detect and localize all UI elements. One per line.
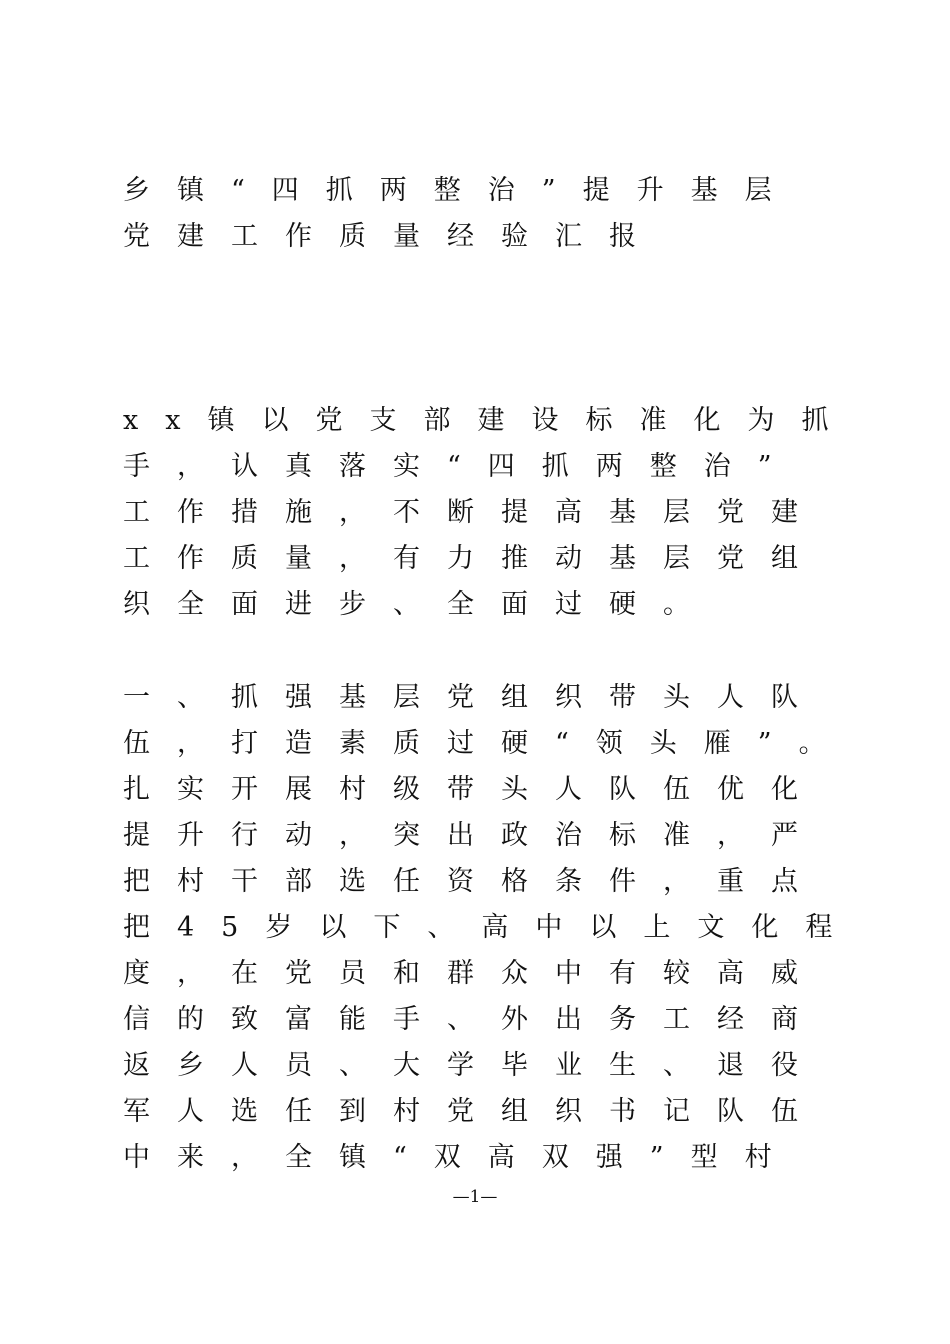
intro-line: 工作质量，有力推动基层党组 (123, 543, 825, 574)
page-number: —1— (452, 1187, 498, 1207)
section-line: 扎实开展村级带头人队伍优化 (123, 774, 825, 805)
section-line: 返乡人员、大学毕业生、退役 (123, 1050, 825, 1081)
intro-line: xx镇以党支部建设标准化为抓 (123, 405, 856, 436)
section-line: 信的致富能手、外出务工经商 (123, 1004, 825, 1035)
section-line: 提升行动，突出政治标准，严 (123, 820, 825, 851)
section-line: 把村干部选任资格条件，重点 (123, 866, 825, 897)
section-line: 度，在党员和群众中有较高威 (123, 958, 825, 989)
section-line: 伍，打造素质过硬“领头雁”。 (123, 728, 853, 759)
intro-line: 手，认真落实“四抓两整治” (123, 451, 799, 482)
document-title (123, 168, 823, 260)
intro-paragraph (123, 398, 856, 628)
section-one-paragraph (123, 675, 860, 1181)
title-line: 党建工作质量经验汇报 (123, 221, 663, 252)
section-line: 中来，全镇“双高双强”型村 (123, 1142, 799, 1173)
intro-line: 工作措施，不断提高基层党建 (123, 497, 825, 528)
section-line: 军人选任到村党组织书记队伍 (123, 1096, 825, 1127)
intro-line: 织全面进步、全面过硬。 (123, 589, 717, 620)
title-line: 乡镇“四抓两整治”提升基层 (123, 175, 799, 206)
section-line: 把45岁以下、高中以上文化程 (123, 912, 860, 943)
section-line: 一、抓强基层党组织带头人队 (123, 682, 825, 713)
